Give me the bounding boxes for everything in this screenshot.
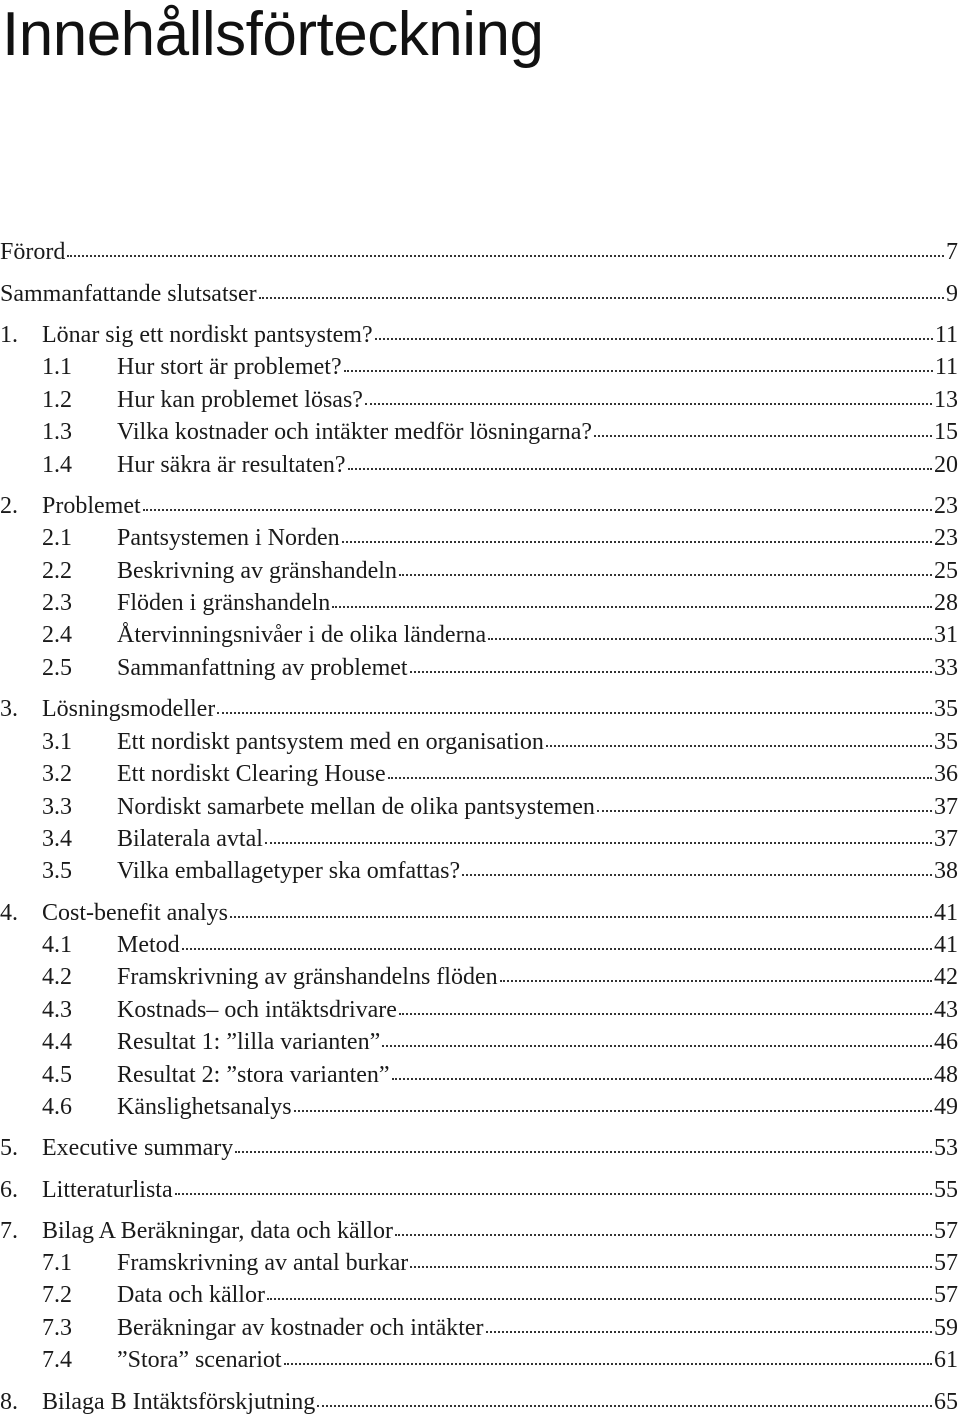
toc-entry-number: 4.1: [42, 932, 72, 958]
toc-entry[interactable]: [0, 1092, 960, 1122]
toc-entry-number: 3.1: [42, 729, 72, 755]
toc-entry[interactable]: [0, 1248, 960, 1278]
toc-entry[interactable]: [0, 759, 960, 789]
toc-entry-label: Data och källor: [117, 1282, 265, 1308]
toc-entry-number: 8.: [0, 1389, 18, 1415]
toc-entry[interactable]: [0, 556, 960, 586]
toc-entry-page: 37: [934, 826, 958, 852]
toc-entry[interactable]: [0, 1027, 960, 1057]
toc-entry-page: 57: [934, 1282, 958, 1308]
toc-entry-number: 4.5: [42, 1062, 72, 1088]
toc-dot-leader: [388, 777, 932, 779]
toc-entry-label: Hur kan problemet lösas?: [117, 387, 363, 413]
toc-entry-number: 4.4: [42, 1029, 72, 1055]
toc-entry-number: 3.4: [42, 826, 72, 852]
toc-entry-page: 48: [934, 1062, 958, 1088]
toc-entry-number: 4.: [0, 900, 18, 926]
toc-entry-page: 37: [934, 794, 958, 820]
toc-entry[interactable]: [0, 523, 960, 553]
toc-entry-number: 2.2: [42, 558, 72, 584]
toc-entry-label: Pantsystemen i Norden: [117, 525, 340, 551]
toc-entry[interactable]: [0, 385, 960, 415]
toc-entry-number: 7.2: [42, 1282, 72, 1308]
toc-entry-number: 4.2: [42, 964, 72, 990]
toc-entry-label: Kostnads– och intäktsdrivare: [117, 997, 397, 1023]
toc-entry[interactable]: [0, 491, 960, 521]
toc-entry-label: Framskrivning av gränshandelns flöden: [117, 964, 498, 990]
toc-dot-leader: [597, 810, 932, 812]
toc-entry[interactable]: [0, 653, 960, 683]
toc-entry-label: Executive summary: [42, 1135, 234, 1161]
toc-entry[interactable]: [0, 450, 960, 480]
toc-dot-leader: [410, 671, 932, 673]
toc-dot-leader: [342, 541, 932, 543]
toc-entry[interactable]: [0, 856, 960, 886]
toc-entry-number: 2.: [0, 493, 18, 519]
toc-entry-page: 41: [934, 900, 958, 926]
toc-entry-number: 2.3: [42, 590, 72, 616]
toc-entry-label: Resultat 2: ”stora varianten”: [117, 1062, 390, 1088]
toc-entry[interactable]: [0, 898, 960, 928]
toc-entry-number: 7.4: [42, 1347, 72, 1373]
toc-entry-label: Hur stort är problemet?: [117, 354, 342, 380]
toc-dot-leader: [317, 1405, 932, 1407]
toc-dot-leader: [294, 1110, 932, 1112]
toc-entry-label: Lösningsmodeller: [42, 696, 216, 722]
toc-dot-leader: [348, 468, 932, 470]
toc-entry-number: 3.: [0, 696, 18, 722]
toc-entry[interactable]: [0, 417, 960, 447]
toc-entry[interactable]: [0, 1133, 960, 1163]
toc-entry-label: Förord: [0, 239, 66, 265]
toc-entry-label: Cost-benefit analys: [42, 900, 228, 926]
toc-entry-page: 9: [946, 281, 958, 307]
toc-entry-number: 2.5: [42, 655, 72, 681]
toc-entry-page: 20: [934, 452, 958, 478]
toc-dot-leader: [375, 338, 933, 340]
toc-dot-leader: [230, 916, 932, 918]
toc-entry[interactable]: [0, 588, 960, 618]
toc-entry[interactable]: [0, 1060, 960, 1090]
toc-entry-label: Bilaterala avtal: [117, 826, 263, 852]
toc-entry-page: 23: [934, 493, 958, 519]
toc-entry-page: 28: [934, 590, 958, 616]
toc-entry-label: Vilka emballagetyper ska omfattas?: [117, 858, 461, 884]
toc-entry-number: 1.4: [42, 452, 72, 478]
toc-entry-number: 1.: [0, 322, 18, 348]
toc-entry-page: 43: [934, 997, 958, 1023]
toc-entry-label: Metod: [117, 932, 180, 958]
toc-entry-label: Bilag A Beräkningar, data och källor: [42, 1218, 393, 1244]
toc-entry-page: 46: [934, 1029, 958, 1055]
toc-entry-number: 4.6: [42, 1094, 72, 1120]
toc-dot-leader: [392, 1078, 932, 1080]
toc-entry-page: 53: [934, 1135, 958, 1161]
toc-entry-label: Litteraturlista: [42, 1177, 173, 1203]
page-title: Innehållsförteckning: [2, 0, 544, 69]
toc-entry-label: Framskrivning av antal burkar: [117, 1250, 409, 1276]
toc-entry[interactable]: [0, 1345, 960, 1375]
toc-entry-page: 25: [934, 558, 958, 584]
toc-dot-leader: [217, 712, 932, 714]
toc-dot-leader: [344, 370, 933, 372]
toc-entry-page: 55: [934, 1177, 958, 1203]
toc-entry-page: 31: [934, 622, 958, 648]
toc-entry-page: 61: [934, 1347, 958, 1373]
toc-entry-page: 36: [934, 761, 958, 787]
toc-entry-label: Beskrivning av gränshandeln: [117, 558, 397, 584]
toc-entry-number: 7.1: [42, 1250, 72, 1276]
toc-entry-label: Problemet: [42, 493, 141, 519]
toc-entry-label: Resultat 1: ”lilla varianten”: [117, 1029, 381, 1055]
toc-entry-page: 35: [934, 729, 958, 755]
toc-entry-page: 33: [934, 655, 958, 681]
toc-entry-label: Hur säkra är resultaten?: [117, 452, 346, 478]
toc-entry-label: Sammanfattande slutsatser: [0, 281, 257, 307]
toc-entry-page: 49: [934, 1094, 958, 1120]
toc-entry[interactable]: [0, 1216, 960, 1246]
toc-dot-leader: [235, 1151, 932, 1153]
toc-entry-number: 1.2: [42, 387, 72, 413]
toc-dot-leader: [332, 606, 932, 608]
toc-entry[interactable]: [0, 1280, 960, 1310]
toc-entry-number: 1.3: [42, 419, 72, 445]
toc-entry-page: 13: [934, 387, 958, 413]
toc-entry-page: 59: [934, 1315, 958, 1341]
toc-entry-number: 7.: [0, 1218, 18, 1244]
toc-entry-number: 3.3: [42, 794, 72, 820]
toc-dot-leader: [182, 948, 932, 950]
toc-entry-page: 11: [934, 354, 958, 380]
toc-entry-page: 41: [934, 932, 958, 958]
toc-entry-page: 35: [934, 696, 958, 722]
toc-entry-label: Vilka kostnader och intäkter medför lösningarna?: [117, 419, 593, 445]
toc-entry[interactable]: [0, 279, 960, 309]
toc-entry[interactable]: [0, 1175, 960, 1205]
toc-entry[interactable]: [0, 620, 960, 650]
toc-entry-page: 42: [934, 964, 958, 990]
toc-entry-label: Nordiskt samarbete mellan de olika pantsystemen: [117, 794, 595, 820]
toc-entry-page: 15: [934, 419, 958, 445]
toc-entry[interactable]: [0, 824, 960, 854]
toc-dot-leader: [546, 745, 932, 747]
toc-entry-number: 5.: [0, 1135, 18, 1161]
toc-entry-page: 11: [934, 322, 958, 348]
toc-entry[interactable]: [0, 320, 960, 350]
toc-dot-leader: [143, 509, 932, 511]
toc-entry[interactable]: [0, 352, 960, 382]
toc-entry[interactable]: [0, 995, 960, 1025]
toc-entry-number: 2.1: [42, 525, 72, 551]
toc-entry[interactable]: [0, 930, 960, 960]
toc-dot-leader: [410, 1266, 932, 1268]
toc-entry-number: 2.4: [42, 622, 72, 648]
toc-dot-leader: [175, 1193, 932, 1195]
toc-entry[interactable]: [0, 237, 960, 267]
toc-dot-leader: [259, 297, 944, 299]
toc-entry-label: Sammanfattning av problemet: [117, 655, 408, 681]
toc-entry-label: ”Stora” scenariot: [117, 1347, 282, 1373]
toc-dot-leader: [594, 435, 932, 437]
toc-entry-page: 65: [934, 1389, 958, 1415]
toc-entry-label: Känslighetsanalys: [117, 1094, 292, 1120]
toc-entry-number: 3.2: [42, 761, 72, 787]
toc-entry-page: 38: [934, 858, 958, 884]
toc-entry-page: 57: [934, 1250, 958, 1276]
toc-entry[interactable]: [0, 962, 960, 992]
toc-entry-label: Flöden i gränshandeln: [117, 590, 331, 616]
toc-entry-label: Återvinningsnivåer i de olika länderna: [117, 622, 487, 648]
toc-dot-leader: [399, 1013, 932, 1015]
toc-dot-leader: [365, 403, 932, 405]
toc-entry-number: 6.: [0, 1177, 18, 1203]
toc-entry-page: 23: [934, 525, 958, 551]
toc-entry-label: Lönar sig ett nordiskt pantsystem?: [42, 322, 373, 348]
toc-entry[interactable]: [0, 727, 960, 757]
toc-dot-leader: [267, 1298, 932, 1300]
toc-entry-number: 4.3: [42, 997, 72, 1023]
toc-entry[interactable]: [0, 792, 960, 822]
toc-entry-label: Ett nordiskt Clearing House: [117, 761, 386, 787]
toc-dot-leader: [67, 255, 944, 257]
toc-dot-leader: [486, 1331, 932, 1333]
toc-entry[interactable]: [0, 1313, 960, 1343]
toc-entry-number: 3.5: [42, 858, 72, 884]
toc-entry-number: 1.1: [42, 354, 72, 380]
toc-entry[interactable]: [0, 1387, 960, 1417]
toc-entry-label: Ett nordiskt pantsystem med en organisation: [117, 729, 544, 755]
toc-entry-page: 57: [934, 1218, 958, 1244]
toc-entry-page: 7: [946, 239, 958, 265]
toc-entry-label: Beräkningar av kostnader och intäkter: [117, 1315, 484, 1341]
toc-dot-leader: [488, 638, 932, 640]
toc-dot-leader: [462, 874, 932, 876]
toc-entry-number: 7.3: [42, 1315, 72, 1341]
toc-entry[interactable]: [0, 694, 960, 724]
toc-dot-leader: [382, 1045, 932, 1047]
toc-dot-leader: [395, 1234, 932, 1236]
toc-dot-leader: [284, 1363, 932, 1365]
toc-entry-label: Bilaga B Intäktsförskjutning: [42, 1389, 316, 1415]
toc-dot-leader: [265, 842, 932, 844]
toc-dot-leader: [399, 574, 932, 576]
toc-dot-leader: [500, 980, 932, 982]
